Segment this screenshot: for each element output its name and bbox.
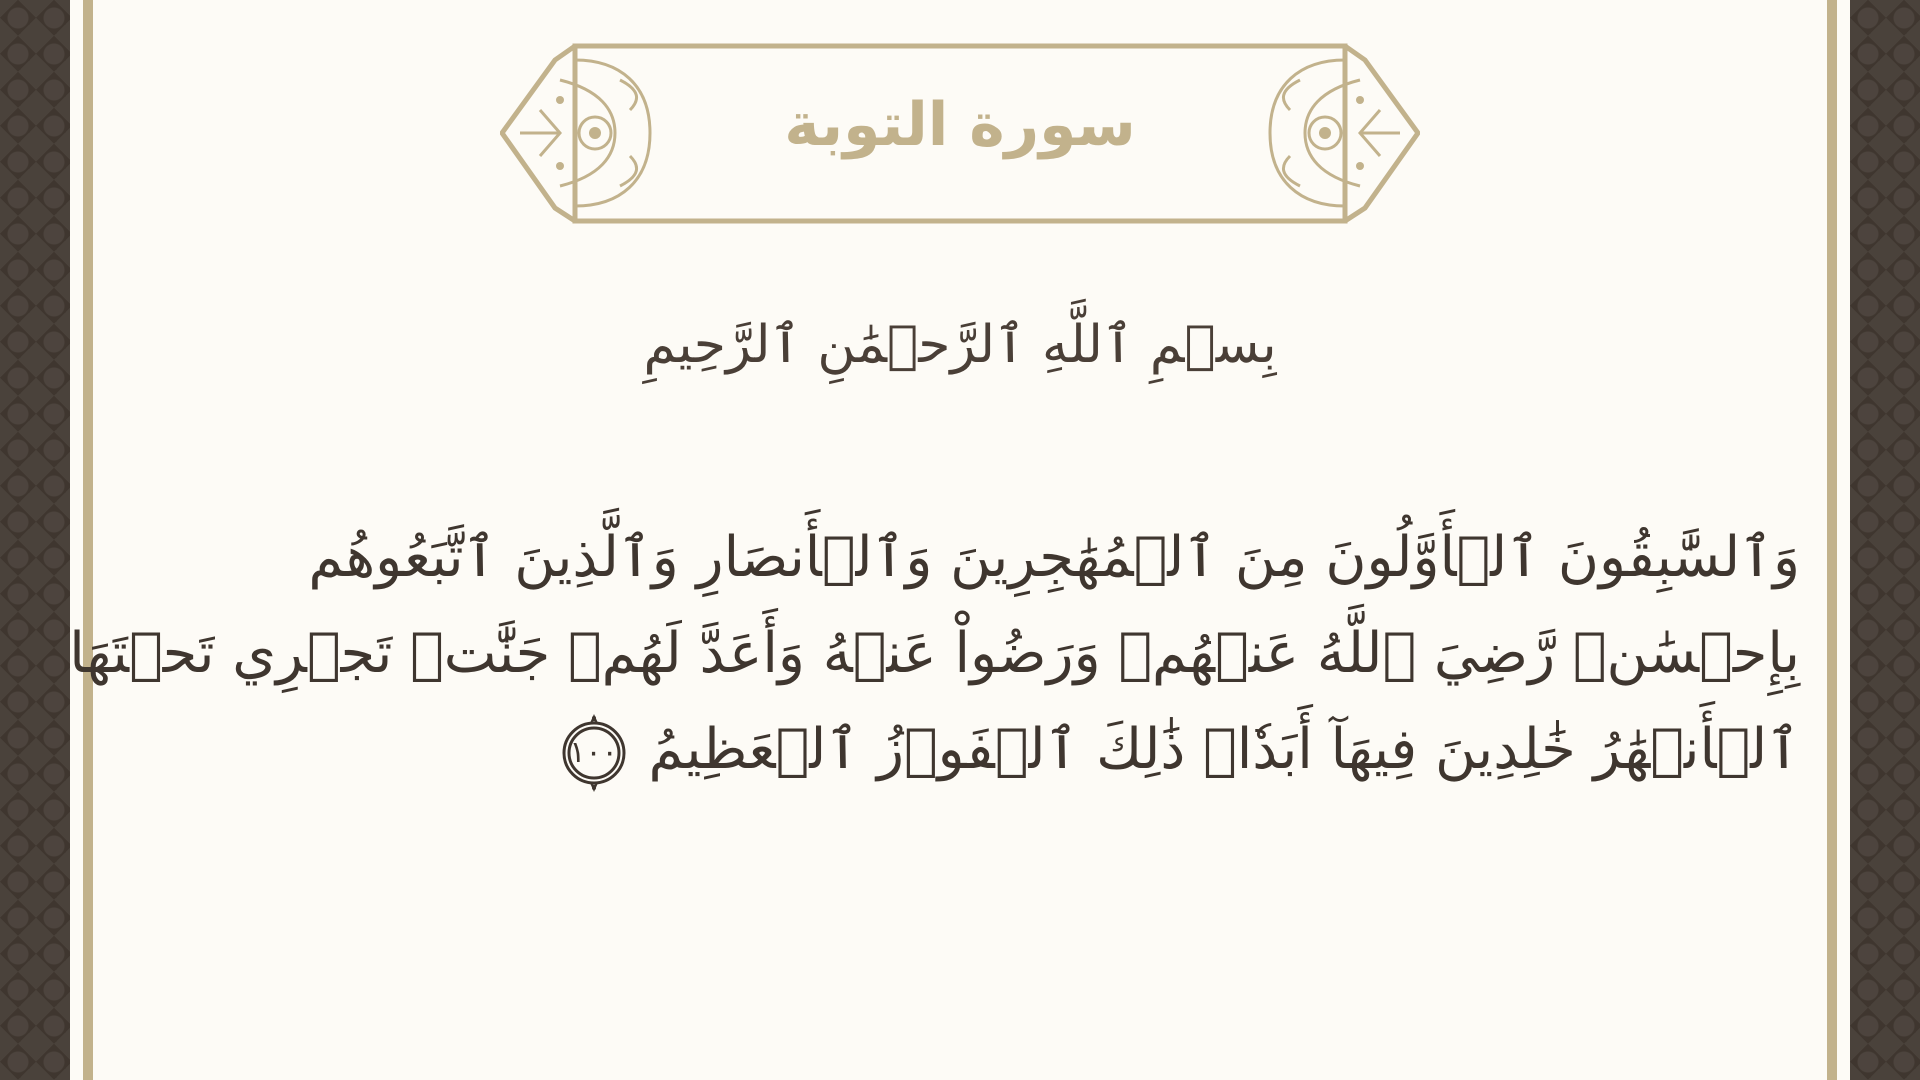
verse-line-2: بِإِحۡسَٰنٖ رَّضِيَ ٱللَّهُ عَنۡهُمۡ وَرَضُواْ عَنۡهُ وَأَعَدَّ لَهُمۡ جَنَّٰتٖ تَجۡرِي تَحۡتَهَا (69, 621, 1800, 686)
left-gold-rule (83, 0, 93, 1080)
surah-title: سورة التوبة (784, 90, 1136, 160)
verse-line-3 (150, 702, 1800, 798)
verse-line-3-text: ٱلۡأَنۡهَٰرُ خَٰلِدِينَ فِيهَآ أَبَدٗاۚ ذَٰلِكَ ٱلۡفَوۡزُ ٱلۡعَظِيمُ (648, 717, 1800, 782)
verse-text (69, 510, 1800, 798)
right-ornamental-border (1850, 0, 1920, 1080)
right-gold-rule (1827, 0, 1837, 1080)
verse-line-1: وَٱلسَّٰبِقُونَ ٱلۡأَوَّلُونَ مِنَ ٱلۡمُهَٰجِرِينَ وَٱلۡأَنصَارِ وَٱلَّذِينَ ٱتَّبَعُوهُم (308, 525, 1800, 590)
ayah-number: ١٠٠ (569, 734, 618, 770)
surah-title-cartouche (500, 40, 1420, 230)
basmala: بِسۡمِ ٱللَّهِ ٱلرَّحۡمَٰنِ ٱلرَّحِيمِ (643, 315, 1277, 375)
ayah-end-marker (553, 712, 635, 794)
left-ornamental-border (0, 0, 70, 1080)
